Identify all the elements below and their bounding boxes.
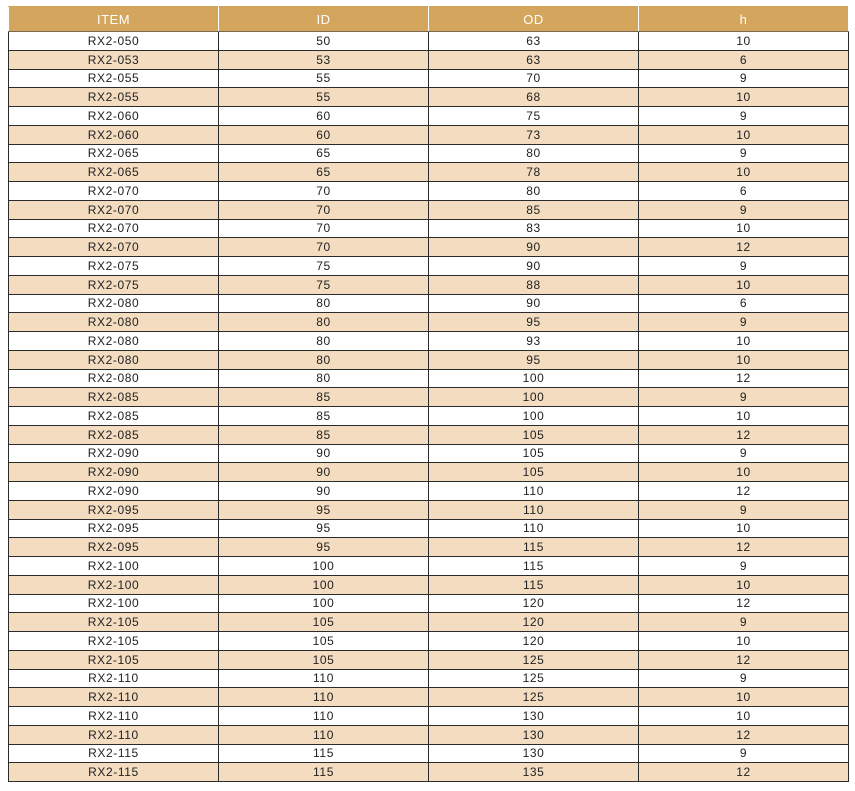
cell-h: 10 bbox=[639, 332, 849, 351]
cell-od: 90 bbox=[429, 257, 639, 276]
cell-id: 95 bbox=[219, 538, 429, 557]
cell-id: 65 bbox=[219, 163, 429, 182]
cell-item: RX2-110 bbox=[9, 669, 219, 688]
cell-h: 12 bbox=[639, 482, 849, 501]
cell-id: 100 bbox=[219, 557, 429, 576]
cell-h: 12 bbox=[639, 650, 849, 669]
cell-h: 9 bbox=[639, 107, 849, 126]
cell-od: 105 bbox=[429, 463, 639, 482]
table-row bbox=[9, 69, 849, 88]
cell-item: RX2-090 bbox=[9, 463, 219, 482]
cell-od: 135 bbox=[429, 763, 639, 782]
cell-h: 10 bbox=[639, 350, 849, 369]
table-row bbox=[9, 557, 849, 576]
cell-item: RX2-105 bbox=[9, 613, 219, 632]
table-row bbox=[9, 257, 849, 276]
cell-id: 85 bbox=[219, 425, 429, 444]
cell-item: RX2-070 bbox=[9, 182, 219, 201]
cell-id: 70 bbox=[219, 219, 429, 238]
table-row bbox=[9, 238, 849, 257]
cell-od: 80 bbox=[429, 144, 639, 163]
cell-id: 60 bbox=[219, 125, 429, 144]
cell-h: 10 bbox=[639, 463, 849, 482]
cell-od: 100 bbox=[429, 388, 639, 407]
cell-od: 120 bbox=[429, 613, 639, 632]
cell-h: 12 bbox=[639, 594, 849, 613]
table-row bbox=[9, 650, 849, 669]
cell-od: 100 bbox=[429, 369, 639, 388]
cell-id: 110 bbox=[219, 669, 429, 688]
cell-item: RX2-100 bbox=[9, 594, 219, 613]
cell-h: 12 bbox=[639, 369, 849, 388]
table-row bbox=[9, 50, 849, 69]
cell-od: 115 bbox=[429, 538, 639, 557]
cell-h: 10 bbox=[639, 32, 849, 51]
table-row bbox=[9, 313, 849, 332]
cell-h: 9 bbox=[639, 313, 849, 332]
cell-id: 80 bbox=[219, 294, 429, 313]
cell-od: 110 bbox=[429, 519, 639, 538]
header-row bbox=[9, 7, 849, 32]
cell-od: 125 bbox=[429, 650, 639, 669]
table-row bbox=[9, 519, 849, 538]
cell-id: 60 bbox=[219, 107, 429, 126]
cell-od: 95 bbox=[429, 350, 639, 369]
cell-od: 90 bbox=[429, 238, 639, 257]
cell-od: 93 bbox=[429, 332, 639, 351]
table-row bbox=[9, 350, 849, 369]
cell-item: RX2-095 bbox=[9, 519, 219, 538]
cell-od: 105 bbox=[429, 444, 639, 463]
cell-h: 10 bbox=[639, 688, 849, 707]
table-row bbox=[9, 632, 849, 651]
cell-id: 115 bbox=[219, 744, 429, 763]
cell-id: 70 bbox=[219, 182, 429, 201]
cell-item: RX2-065 bbox=[9, 144, 219, 163]
cell-h: 9 bbox=[639, 69, 849, 88]
cell-item: RX2-085 bbox=[9, 425, 219, 444]
table-row bbox=[9, 575, 849, 594]
table-row bbox=[9, 144, 849, 163]
cell-h: 10 bbox=[639, 707, 849, 726]
cell-od: 95 bbox=[429, 313, 639, 332]
table-row bbox=[9, 444, 849, 463]
header-h: h bbox=[639, 7, 849, 32]
cell-item: RX2-105 bbox=[9, 650, 219, 669]
cell-item: RX2-070 bbox=[9, 238, 219, 257]
table-row bbox=[9, 594, 849, 613]
cell-id: 75 bbox=[219, 257, 429, 276]
cell-item: RX2-090 bbox=[9, 444, 219, 463]
cell-od: 88 bbox=[429, 275, 639, 294]
cell-item: RX2-065 bbox=[9, 163, 219, 182]
cell-od: 80 bbox=[429, 182, 639, 201]
cell-item: RX2-080 bbox=[9, 313, 219, 332]
table-header bbox=[9, 7, 849, 32]
table-row bbox=[9, 688, 849, 707]
cell-id: 80 bbox=[219, 369, 429, 388]
cell-od: 110 bbox=[429, 482, 639, 501]
cell-h: 10 bbox=[639, 88, 849, 107]
cell-id: 55 bbox=[219, 69, 429, 88]
cell-item: RX2-080 bbox=[9, 332, 219, 351]
cell-od: 78 bbox=[429, 163, 639, 182]
cell-id: 110 bbox=[219, 707, 429, 726]
cell-h: 9 bbox=[639, 669, 849, 688]
cell-id: 100 bbox=[219, 594, 429, 613]
cell-od: 130 bbox=[429, 744, 639, 763]
cell-h: 9 bbox=[639, 557, 849, 576]
cell-id: 90 bbox=[219, 482, 429, 501]
table-row bbox=[9, 725, 849, 744]
cell-item: RX2-080 bbox=[9, 350, 219, 369]
cell-item: RX2-075 bbox=[9, 275, 219, 294]
cell-h: 6 bbox=[639, 50, 849, 69]
cell-item: RX2-100 bbox=[9, 557, 219, 576]
cell-item: RX2-095 bbox=[9, 538, 219, 557]
spec-table bbox=[8, 6, 849, 782]
cell-h: 10 bbox=[639, 163, 849, 182]
cell-od: 90 bbox=[429, 294, 639, 313]
cell-od: 130 bbox=[429, 725, 639, 744]
table-row bbox=[9, 613, 849, 632]
table-row bbox=[9, 163, 849, 182]
cell-item: RX2-080 bbox=[9, 294, 219, 313]
cell-od: 120 bbox=[429, 632, 639, 651]
cell-id: 110 bbox=[219, 688, 429, 707]
cell-h: 10 bbox=[639, 575, 849, 594]
cell-id: 115 bbox=[219, 763, 429, 782]
cell-item: RX2-055 bbox=[9, 69, 219, 88]
cell-h: 12 bbox=[639, 238, 849, 257]
table-row bbox=[9, 88, 849, 107]
cell-item: RX2-070 bbox=[9, 200, 219, 219]
cell-item: RX2-100 bbox=[9, 575, 219, 594]
cell-od: 115 bbox=[429, 557, 639, 576]
cell-od: 125 bbox=[429, 688, 639, 707]
cell-item: RX2-055 bbox=[9, 88, 219, 107]
cell-od: 105 bbox=[429, 425, 639, 444]
cell-id: 85 bbox=[219, 407, 429, 426]
cell-h: 10 bbox=[639, 519, 849, 538]
cell-item: RX2-060 bbox=[9, 107, 219, 126]
table-row bbox=[9, 107, 849, 126]
table-row bbox=[9, 125, 849, 144]
cell-item: RX2-110 bbox=[9, 688, 219, 707]
table-row bbox=[9, 294, 849, 313]
cell-id: 90 bbox=[219, 463, 429, 482]
cell-od: 83 bbox=[429, 219, 639, 238]
cell-item: RX2-075 bbox=[9, 257, 219, 276]
cell-item: RX2-115 bbox=[9, 744, 219, 763]
cell-od: 125 bbox=[429, 669, 639, 688]
cell-item: RX2-050 bbox=[9, 32, 219, 51]
cell-od: 63 bbox=[429, 50, 639, 69]
table-row bbox=[9, 463, 849, 482]
table-body bbox=[9, 32, 849, 782]
cell-h: 10 bbox=[639, 275, 849, 294]
table-row bbox=[9, 538, 849, 557]
cell-h: 9 bbox=[639, 144, 849, 163]
cell-id: 53 bbox=[219, 50, 429, 69]
cell-h: 10 bbox=[639, 407, 849, 426]
table-row bbox=[9, 332, 849, 351]
cell-item: RX2-080 bbox=[9, 369, 219, 388]
cell-id: 105 bbox=[219, 613, 429, 632]
cell-item: RX2-110 bbox=[9, 725, 219, 744]
cell-item: RX2-060 bbox=[9, 125, 219, 144]
cell-id: 55 bbox=[219, 88, 429, 107]
cell-item: RX2-110 bbox=[9, 707, 219, 726]
cell-id: 95 bbox=[219, 500, 429, 519]
table-row bbox=[9, 407, 849, 426]
header-od: OD bbox=[429, 7, 639, 32]
cell-id: 85 bbox=[219, 388, 429, 407]
cell-h: 6 bbox=[639, 182, 849, 201]
header-id: ID bbox=[219, 7, 429, 32]
cell-id: 75 bbox=[219, 275, 429, 294]
cell-item: RX2-105 bbox=[9, 632, 219, 651]
cell-id: 50 bbox=[219, 32, 429, 51]
cell-od: 110 bbox=[429, 500, 639, 519]
cell-id: 80 bbox=[219, 350, 429, 369]
cell-od: 100 bbox=[429, 407, 639, 426]
cell-id: 110 bbox=[219, 725, 429, 744]
cell-item: RX2-090 bbox=[9, 482, 219, 501]
cell-id: 80 bbox=[219, 313, 429, 332]
cell-id: 105 bbox=[219, 632, 429, 651]
cell-item: RX2-115 bbox=[9, 763, 219, 782]
cell-od: 120 bbox=[429, 594, 639, 613]
table-row bbox=[9, 32, 849, 51]
cell-h: 10 bbox=[639, 219, 849, 238]
cell-od: 75 bbox=[429, 107, 639, 126]
cell-od: 73 bbox=[429, 125, 639, 144]
cell-od: 70 bbox=[429, 69, 639, 88]
cell-h: 9 bbox=[639, 444, 849, 463]
cell-id: 70 bbox=[219, 238, 429, 257]
cell-item: RX2-085 bbox=[9, 388, 219, 407]
cell-h: 12 bbox=[639, 763, 849, 782]
cell-od: 130 bbox=[429, 707, 639, 726]
cell-h: 12 bbox=[639, 538, 849, 557]
cell-od: 68 bbox=[429, 88, 639, 107]
table-row bbox=[9, 500, 849, 519]
cell-id: 65 bbox=[219, 144, 429, 163]
cell-h: 9 bbox=[639, 388, 849, 407]
cell-h: 10 bbox=[639, 632, 849, 651]
table-row bbox=[9, 182, 849, 201]
cell-item: RX2-085 bbox=[9, 407, 219, 426]
cell-h: 12 bbox=[639, 425, 849, 444]
table-row bbox=[9, 275, 849, 294]
cell-id: 95 bbox=[219, 519, 429, 538]
cell-h: 9 bbox=[639, 500, 849, 519]
cell-item: RX2-070 bbox=[9, 219, 219, 238]
table-row bbox=[9, 369, 849, 388]
cell-od: 115 bbox=[429, 575, 639, 594]
cell-h: 12 bbox=[639, 725, 849, 744]
cell-od: 85 bbox=[429, 200, 639, 219]
table-row bbox=[9, 763, 849, 782]
cell-h: 6 bbox=[639, 294, 849, 313]
table-row bbox=[9, 388, 849, 407]
cell-item: RX2-053 bbox=[9, 50, 219, 69]
table-row bbox=[9, 200, 849, 219]
cell-id: 105 bbox=[219, 650, 429, 669]
table-row bbox=[9, 707, 849, 726]
cell-item: RX2-095 bbox=[9, 500, 219, 519]
cell-id: 100 bbox=[219, 575, 429, 594]
cell-h: 9 bbox=[639, 257, 849, 276]
cell-h: 9 bbox=[639, 744, 849, 763]
cell-id: 70 bbox=[219, 200, 429, 219]
cell-h: 9 bbox=[639, 200, 849, 219]
cell-id: 80 bbox=[219, 332, 429, 351]
cell-od: 63 bbox=[429, 32, 639, 51]
header-item: ITEM bbox=[9, 7, 219, 32]
table-row bbox=[9, 482, 849, 501]
cell-h: 10 bbox=[639, 125, 849, 144]
table-row bbox=[9, 744, 849, 763]
cell-h: 9 bbox=[639, 613, 849, 632]
table-row bbox=[9, 669, 849, 688]
table-row bbox=[9, 219, 849, 238]
cell-id: 90 bbox=[219, 444, 429, 463]
table-row bbox=[9, 425, 849, 444]
